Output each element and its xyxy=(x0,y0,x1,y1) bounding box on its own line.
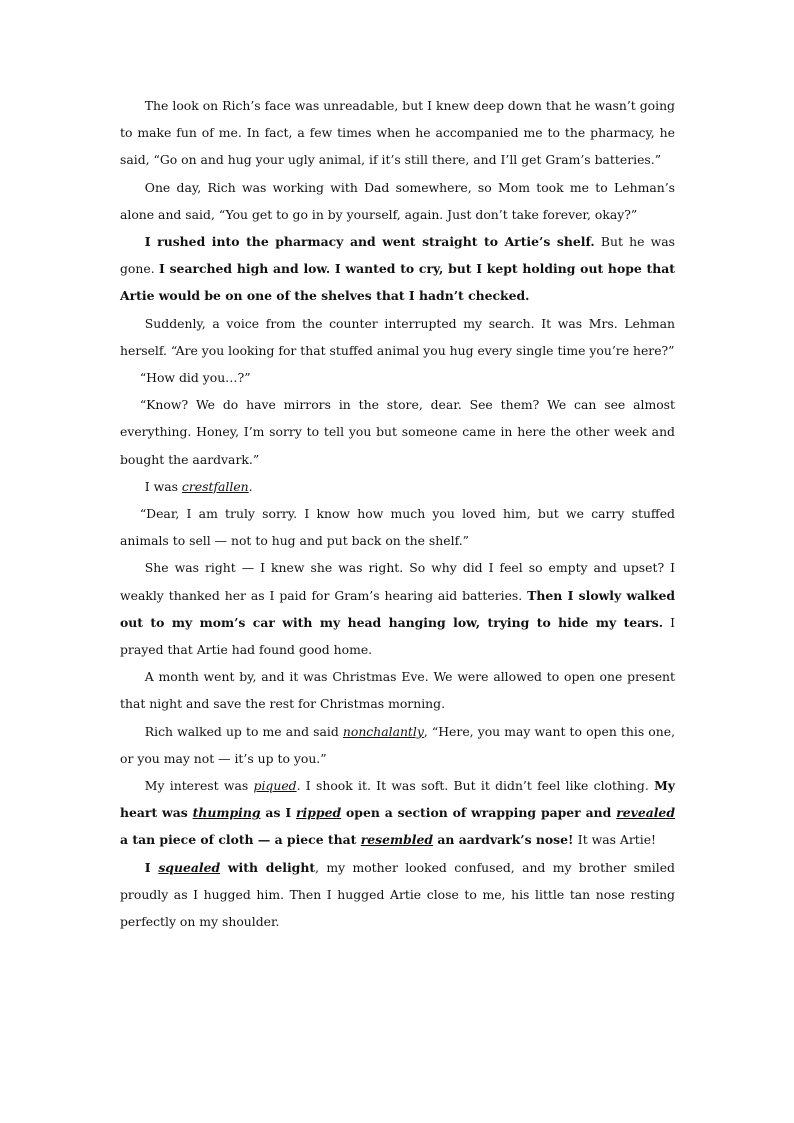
vocab-word: crestfallen xyxy=(181,478,249,494)
paragraph xyxy=(120,772,675,854)
text-run: “Dear, I am truly sorry. I know how much you loved him, but we carry stuffed animals to sell — not to hug and put back on the shelf.” xyxy=(120,506,675,549)
paragraph xyxy=(120,854,675,936)
text-run: Suddenly, a voice from the counter interrupted my search. It was Mrs. Lehman herself. “Are you looking for that stuffed animal you hug every single time you’re here?” xyxy=(120,315,675,358)
story-text xyxy=(120,92,675,935)
paragraph xyxy=(120,554,675,663)
paragraph xyxy=(120,391,675,473)
vocab-word: piqued xyxy=(253,778,297,794)
paragraph xyxy=(120,718,675,772)
paragraph xyxy=(120,174,675,228)
text-run: My interest was xyxy=(144,778,254,794)
text-run: One day, Rich was working with Dad somewhere, so Mom took me to Lehman’s alone and said, “You get to go in by yourself, again. Just don’t take forever, okay?” xyxy=(120,179,675,222)
text-run: “How did you…?” xyxy=(139,370,251,386)
text-run: “Know? We do have mirrors in the store, dear. See them? We can see almost everything. Honey, I’m sorry to tell you but someone came in here the other week and bought the aardvark.” xyxy=(120,397,675,467)
bold-text: an aardvark’s nose! xyxy=(433,832,578,848)
paragraph xyxy=(120,364,675,391)
vocab-word: nonchalantly xyxy=(342,723,424,739)
bold-text: open a section of wrapping paper and xyxy=(341,805,617,821)
text-run: It was Artie! xyxy=(577,832,657,848)
bold-text: I xyxy=(144,859,159,875)
paragraph xyxy=(120,92,675,174)
paragraph xyxy=(120,310,675,364)
paragraph xyxy=(120,473,675,500)
text-run: She was right — I knew she was right. So why did I feel so empty and upset? I weakly thanked her as I paid for Gram’s hearing aid batteries. xyxy=(120,560,675,603)
vocab-word-bold: resembled xyxy=(360,832,434,848)
bold-text: Then I slowly walked out to my mom’s car with my head hanging low, trying to hide my tears. xyxy=(120,587,675,630)
paragraph xyxy=(120,228,675,310)
vocab-word-bold: revealed xyxy=(616,805,675,821)
vocab-word-bold: squealed xyxy=(158,859,221,875)
bold-text: as I xyxy=(260,805,296,821)
bold-text: with delight xyxy=(220,859,316,875)
bold-text: My heart was xyxy=(120,778,675,821)
bold-text: a tan piece of cloth — a piece that xyxy=(120,832,361,848)
text-run: But he was gone. xyxy=(120,234,675,277)
paragraph xyxy=(120,500,675,554)
text-run: A month went by, and it was Christmas Eve. We were allowed to open one present that night and save the rest for Christmas morning. xyxy=(120,669,675,712)
text-run: . xyxy=(248,478,253,494)
text-run: , my mother looked confused, and my brother smiled proudly as I hugged him. Then I hugged Artie close to me, his little tan nose resting perfectly on my shoulder. xyxy=(120,859,675,930)
paragraph xyxy=(120,663,675,717)
text-run: I prayed that Artie had found good home. xyxy=(120,614,675,658)
text-run: I was xyxy=(144,478,182,494)
text-run: . I shook it. It was soft. But it didn’t feel like clothing. xyxy=(296,778,655,794)
vocab-word-bold: thumping xyxy=(192,805,261,821)
text-run: The look on Rich’s face was unreadable, but I knew deep down that he wasn’t going to make fun of me. In fact, a few times when he accompanied me to the pharmacy, he said, “Go on and hug your ugly animal, if it’s still there, and I’ll get Gram’s batteries.” xyxy=(120,98,675,168)
text-run: , “Here, you may want to open this one, or you may not — it’s up to you.” xyxy=(120,723,676,766)
text-run: Rich walked up to me and said xyxy=(144,723,343,739)
bold-text: I rushed into the pharmacy and went straight to Artie’s shelf. xyxy=(144,234,595,250)
vocab-word-bold: ripped xyxy=(296,805,342,821)
bold-text: I searched high and low. I wanted to cry, but I kept holding out hope that Artie would be on one of the shelves that I hadn’t checked. xyxy=(120,261,675,304)
